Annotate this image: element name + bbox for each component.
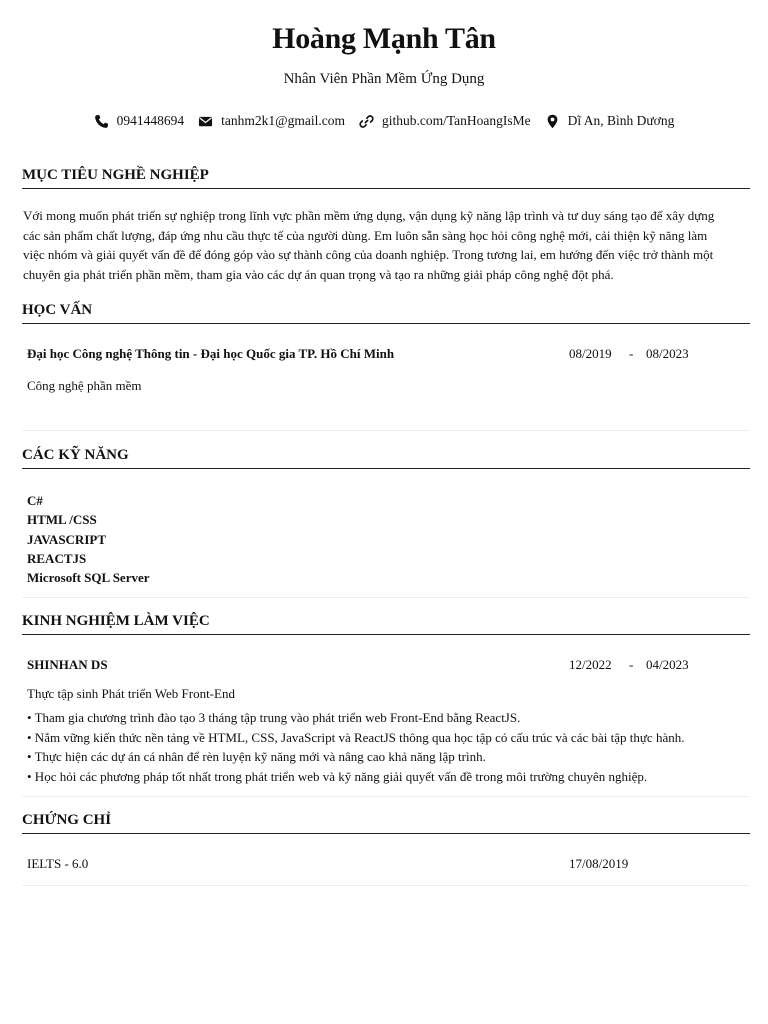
objective-line: chuyên gia phát triển phần mềm, tham gia vào các dự án quan trọng và tạo ra những giải pháp công nghệ đột phá. [23,266,614,282]
company-name: SHINHAN DS [27,657,108,672]
skill-item: Microsoft SQL Server [27,570,150,586]
experience-row [27,657,727,675]
contact-phone [94,113,185,129]
experience-bullet: • Nắm vững kiến thức nền tảng về HTML, CSS, JavaScript và ReactJS thông qua học tập có cấu trúc và các bài tập thực hành. [27,729,685,745]
experience-role: Thực tập sinh Phát triển Web Front-End [27,686,235,701]
experience-start-date: 12/2022 [569,657,612,672]
objective-text [23,206,748,284]
education-major: Công nghệ phần mềm [27,378,142,393]
experience-bullet: • Tham gia chương trình đào tạo 3 tháng tập trung vào phát triển web Front-End bằng ReactJS. [27,710,521,725]
contact-location [545,113,675,129]
contact-github[interactable] [359,113,531,129]
job-title: Nhân Viên Phần Mềm Ứng Dụng [283,71,485,87]
section-heading-experience: KINH NGHIỆM LÀM VIỆC [22,613,750,635]
contact-bar [0,111,768,131]
skill-item: JAVASCRIPT [27,531,106,547]
skill-item: HTML /CSS [27,512,97,528]
objective-line: các sản phẩm chất lượng, đáp ứng nhu cầu thực tế của người dùng. Em luôn sẵn sàng học hỏi công nghệ mới, cải thiện kỹ năng làm [23,227,708,243]
section-heading-objective: MỤC TIÊU NGHỀ NGHIỆP [22,167,750,189]
certificate-date: 17/08/2019 [569,856,629,871]
objective-line: việc nhóm và giải quyết vấn đề để đóng góp vào sự thành công của doanh nghiệp. Trong tương lai, em hướng đến việc trở thành một [23,247,714,262]
education-end-date: 08/2023 [646,346,689,361]
section-heading-education: HỌC VẤN [22,302,750,324]
skill-item: C# [27,493,43,508]
contact-github-text: github.com/TanHoangIsMe [381,113,531,128]
divider [22,796,750,797]
skill-item: REACTJS [27,550,87,566]
experience-bullet: • Thực hiện các dự án cá nhân để rèn luyện kỹ năng mới và nâng cao khả năng lập trình. [27,749,486,764]
divider [22,430,750,431]
experience-end-date: 04/2023 [646,657,689,672]
date-dash: - [629,346,634,361]
education-start-date: 08/2019 [569,346,612,361]
objective-line: Với mong muốn phát triển sự nghiệp trong lĩnh vực phần mềm ứng dụng, vận dụng kỹ năng lập trình và tư duy sáng tạo để xây dựng [23,208,715,223]
phone-icon [94,114,109,129]
date-dash: - [629,657,634,672]
education-row [27,346,727,364]
section-heading-certificates: CHỨNG CHỈ [22,812,750,834]
section-heading-skills: CÁC KỸ NĂNG [22,447,750,469]
divider [22,597,750,598]
candidate-name: Hoàng Mạnh Tân [272,22,496,55]
experience-bullets [27,708,684,786]
map-pin-icon [545,114,560,129]
experience-bullet: • Học hỏi các phương pháp tốt nhất trong phát triển web và kỹ năng giải quyết vấn đề trong môi trường chuyên nghiệp. [27,768,648,784]
link-icon [359,114,374,129]
certificate-name: IELTS - 6.0 [27,856,89,871]
skills-list [27,491,150,587]
contact-location-text: Dĩ An, Bình Dương [567,113,675,128]
school-name: Đại học Công nghệ Thông tin - Đại học Quốc gia TP. Hồ Chí Minh [27,346,395,361]
envelope-icon [198,114,213,129]
contact-email[interactable] [198,113,345,129]
contact-phone-text: 0941448694 [116,113,185,128]
contact-email-text: tanhm2k1@gmail.com [221,113,345,128]
divider [22,885,750,886]
certificate-row [27,856,727,874]
